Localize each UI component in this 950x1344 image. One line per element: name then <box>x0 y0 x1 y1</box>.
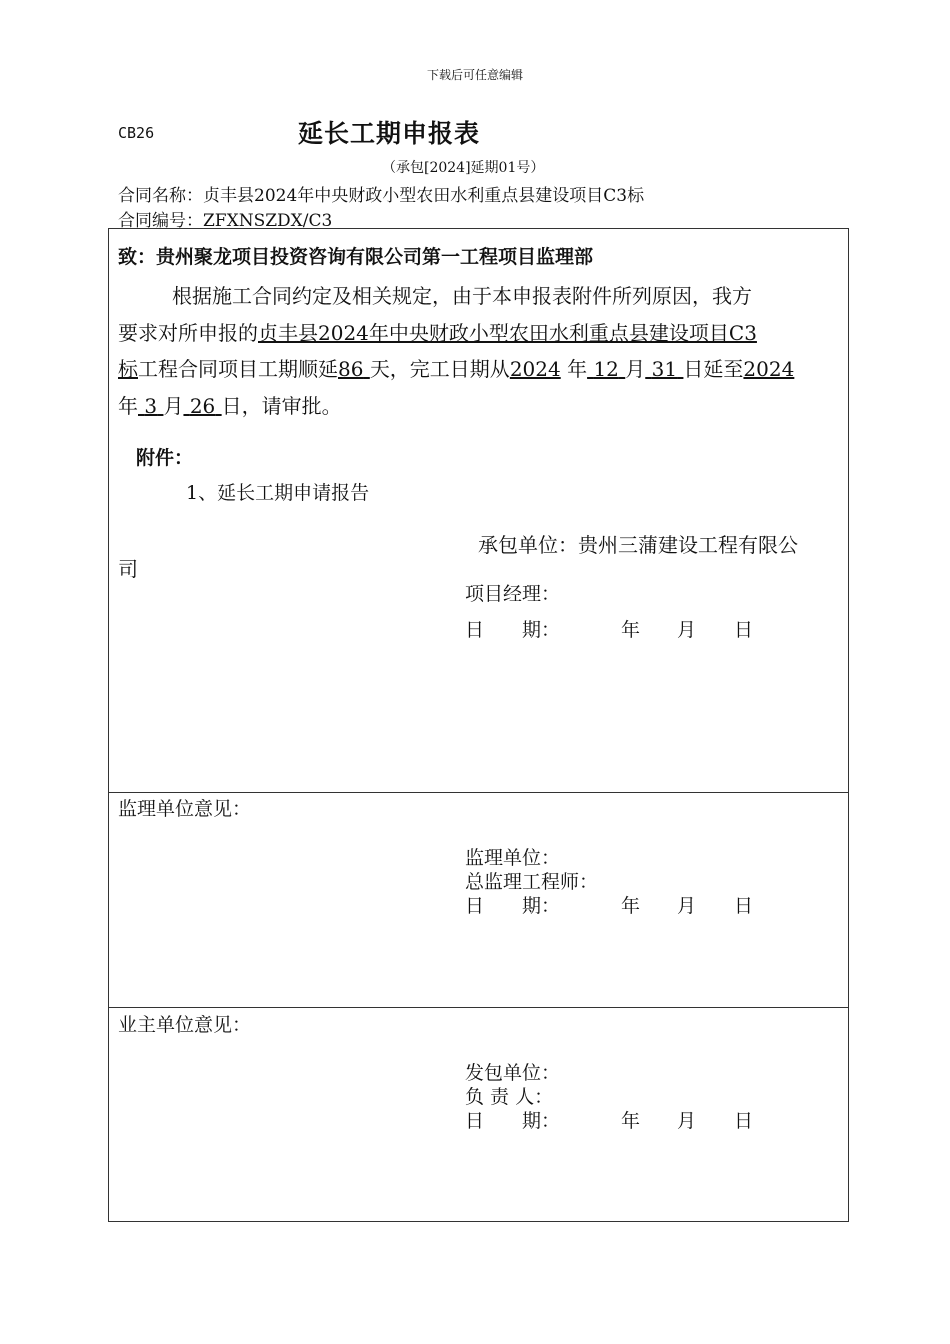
body-text: 日延至 <box>683 357 744 381</box>
date-year: 年 <box>621 895 641 917</box>
to-month: 3 <box>144 394 158 418</box>
from-day: 31 <box>651 357 678 381</box>
addressee: 致：贵州聚龙项目投资咨询有限公司第一工程项目监理部 <box>118 246 594 268</box>
chief-engineer-label: 总监理工程师： <box>465 871 599 893</box>
body-line-2 <box>118 317 757 346</box>
contractor-date-label: 日 期： <box>465 619 561 641</box>
date-month: 月 <box>677 895 697 917</box>
body-text: 要求对所申报的 <box>118 321 258 345</box>
to-day: 26 <box>189 394 216 418</box>
to-year: 2024 <box>743 357 795 381</box>
contractor-unit-wrap: 司 <box>118 557 138 581</box>
attachments-label: 附件： <box>136 447 194 469</box>
supervisor-unit-label: 监理单位： <box>465 847 561 869</box>
project-name: 贞丰县2024年中央财政小型农田水利重点县建设项目C3 <box>258 321 757 345</box>
from-year: 2024 <box>509 357 561 381</box>
month-unit: 月 <box>163 394 184 418</box>
header-note: 下载后可任意编辑 <box>426 68 523 82</box>
contract-number: 合同编号：ZFXNSZDX/C3 <box>118 211 333 231</box>
owner-date-label: 日 期： <box>465 1110 561 1132</box>
from-month: 12 <box>593 357 619 381</box>
row-divider <box>109 792 848 793</box>
date-day: 日 <box>734 1110 754 1132</box>
date-day: 日 <box>734 895 754 917</box>
date-month: 月 <box>677 619 697 641</box>
extension-days: 86 <box>338 357 364 381</box>
owner-unit-label: 发包单位： <box>465 1062 561 1084</box>
month-unit: 月 <box>625 357 646 381</box>
row-divider <box>109 1007 848 1008</box>
body-text: 日，请审批。 <box>221 394 342 418</box>
year-unit: 年 <box>118 394 138 418</box>
contractor-unit: 承包单位：贵州三蒲建设工程有限公 <box>478 533 798 557</box>
year-unit: 年 <box>567 357 588 381</box>
body-text: 天，完工日期从 <box>369 357 510 381</box>
owner-opinion-label: 业主单位意见： <box>118 1014 252 1036</box>
body-line-3 <box>118 353 794 382</box>
supervisor-date-label: 日 期： <box>465 895 561 917</box>
attachment-item: 1、延长工期申请报告 <box>186 482 370 504</box>
form-serial: （承包[2024]延期01号） <box>382 160 545 176</box>
project-name-end: 标 <box>118 357 138 381</box>
date-year: 年 <box>621 1110 641 1132</box>
responsible-person-label: 负 责 人： <box>465 1086 554 1108</box>
form-title: 延长工期申报表 <box>298 119 481 148</box>
body-text: 工程合同项目工期顺延 <box>138 357 338 381</box>
form-code: CB26 <box>118 124 155 142</box>
supervisor-opinion-label: 监理单位意见： <box>118 798 252 820</box>
body-line-4 <box>118 390 342 419</box>
date-month: 月 <box>677 1110 697 1132</box>
date-year: 年 <box>621 619 641 641</box>
contract-name: 合同名称：贞丰县2024年中央财政小型农田水利重点县建设项目C3标 <box>118 186 645 206</box>
date-day: 日 <box>734 619 754 641</box>
body-line-1: 根据施工合同约定及相关规定，由于本申报表附件所列原因，我方 <box>172 284 752 308</box>
project-manager-label: 项目经理： <box>465 583 561 605</box>
